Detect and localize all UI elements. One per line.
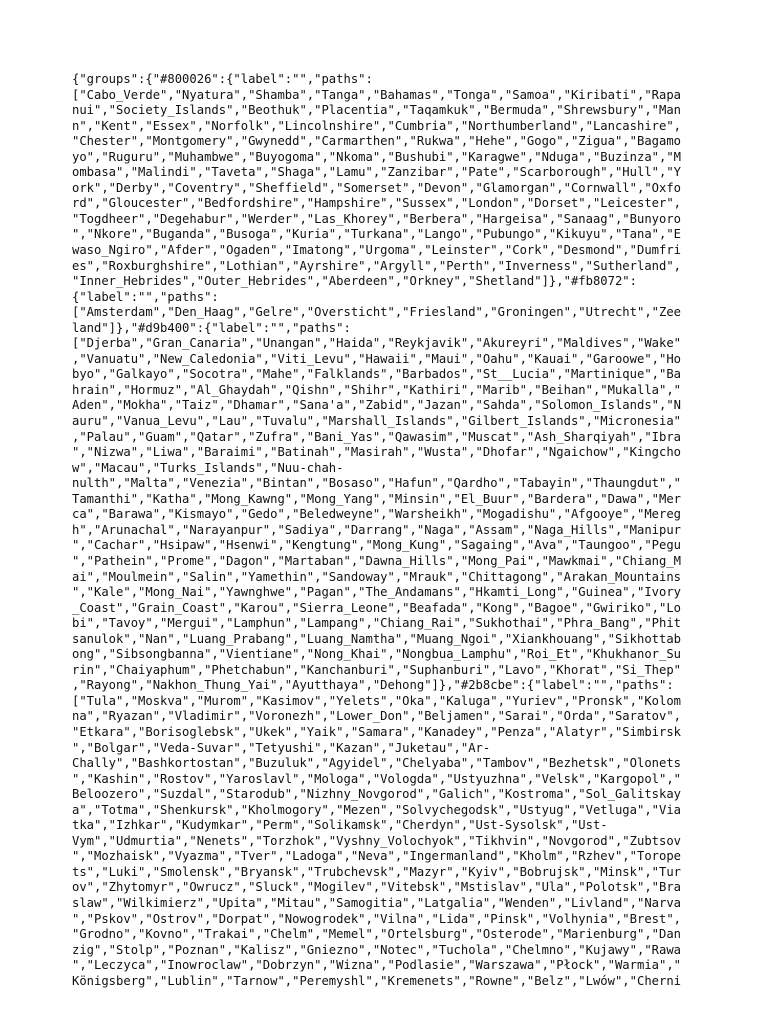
text-line: rin","Chaiyaphum","Phetchabun","Kanchanburi","Suphanburi","Lavo","Khorat","Si_Thep"	[72, 662, 682, 677]
text-line: hrain","Hormuz","Al_Ghaydah","Qishn","Shihr","Kathiri","Marib","Beihan","Mukalla","	[72, 382, 682, 397]
text-line: "Etkara","Borisoglebsk","Ukek","Yaik","Samara","Kanadey","Penza","Alatyr","Simbirsk	[72, 724, 682, 739]
text-line: {"label":"","paths":	[72, 289, 219, 304]
text-line: bi","Tavoy","Mergui","Lamphun","Lampang","Chiang_Rai","Sukhothai","Phra_Bang","Phit	[72, 616, 682, 631]
text-line: byo","Galkayo","Socotra","Mahe","Falklands","Barbados","St__Lucia","Martinique","Ba	[72, 367, 682, 382]
text-line: zig","Stolp","Poznan","Kalisz","Gniezno","Notec","Tuchola","Chelmno","Kujawy","Rawa	[72, 942, 682, 957]
text-line: ai","Moulmein","Salin","Yamethin","Sandoway","Mrauk","Chittagong","Arakan_Mountains	[72, 569, 682, 584]
text-line: ","Nizwa","Liwa","Baraimi","Batinah","Masirah","Wusta","Dhofar","Ngaichow","Kingcho	[72, 445, 682, 460]
text-line: ","Pathein","Prome","Dagon","Martaban","Dawna_Hills","Mong_Pai","Mawkmai","Chiang_M	[72, 553, 682, 568]
text-line: waso_Ngiro","Afder","Ogaden","Imatong","Urgoma","Leinster","Cork","Desmond","Dumfri	[72, 243, 682, 258]
text-line: ork","Derby","Coventry","Sheffield","Somerset","Devon","Glamorgan","Cornwall","Oxfo	[72, 180, 682, 195]
text-line: land"]},"#d9b400":{"label":"","paths":	[72, 320, 351, 335]
text-line: Tamanthi","Katha","Mong_Kawng","Mong_Yang","Minsin","El_Buur","Bardera","Dawa","Mer	[72, 491, 682, 506]
text-line: ","Nkore","Buganda","Busoga","Kuria","Turkana","Lango","Pubungo","Kikuyu","Tana","E	[72, 227, 682, 242]
text-line: ["Amsterdam","Den_Haag","Gelre","Oversticht","Friesland","Groningen","Utrecht","Zee	[72, 305, 682, 320]
text-line: nulth","Malta","Venezia","Bintan","Bosaso","Hafun","Qardho","Tabayin","Thaungdut","	[72, 476, 682, 491]
text-line: sanulok","Nan","Luang_Prabang","Luang_Namtha","Muang_Ngoi","Xiankhouang","Sikhottab	[72, 631, 682, 646]
text-line: n","Kent","Essex","Norfolk","Lincolnshire","Cumbria","Northumberland","Lancashire",	[72, 118, 682, 133]
text-line: ca","Barawa","Kismayo","Gedo","Beledweyne","Warsheikh","Mogadishu","Afgooye","Mereg	[72, 507, 682, 522]
text-line: ,"Rayong","Nakhon_Thung_Yai","Ayutthaya","Dehong"]},"#2b8cbe":{"label":"","paths":	[72, 678, 674, 693]
text-line: slaw","Wilkimierz","Upita","Mitau","Samogitia","Latgalia","Wenden","Livland","Narva	[72, 895, 682, 910]
text-line: ombasa","Malindi","Taveta","Shaga","Lamu","Zanzibar","Pate","Scarborough","Hull","Y	[72, 165, 682, 180]
text-line: "Grodno","Kovno","Trakai","Chelm","Memel","Ortelsburg","Osterode","Marienburg","Dan	[72, 927, 682, 942]
text-line: auru","Vanua_Levu","Lau","Tuvalu","Marshall_Islands","Gilbert_Islands","Micronesia"	[72, 414, 682, 429]
text-line: ","Pskov","Ostrov","Dorpat","Nowogrodek","Vilna","Lida","Pinsk","Volhynia","Brest",	[72, 911, 682, 926]
text-line: es","Roxburghshire","Lothian","Ayrshire","Argyll","Perth","Inverness","Sutherland",	[72, 258, 682, 273]
text-line: ","Kashin","Rostov","Yaroslavl","Mologa","Vologda","Ustyuzhna","Velsk","Kargopol","	[72, 771, 682, 786]
text-line: _Coast","Grain_Coast","Karou","Sierra_Leone","Beafada","Kong","Bagoe","Gwiriko","Lo	[72, 600, 682, 615]
text-line: rd","Gloucester","Bedfordshire","Hampshire","Sussex","London","Dorset","Leicester",	[72, 196, 682, 211]
text-line: ","Leczyca","Inowroclaw","Dobrzyn","Wizna","Podlasie","Warszawa","Płock","Warmia","	[72, 958, 682, 973]
text-line: ov","Zhytomyr","Owrucz","Sluck","Mogilev","Vitebsk","Mstislav","Ula","Polotsk","Bra	[72, 880, 682, 895]
text-line: "Inner_Hebrides","Outer_Hebrides","Aberdeen","Orkney","Shetland"]},"#fb8072":	[72, 274, 637, 289]
text-line: ts","Luki","Smolensk","Bryansk","Trubchevsk","Mazyr","Kyiv","Bobrujsk","Minsk","Tur	[72, 864, 682, 879]
text-line: Aden","Mokha","Taiz","Dhamar","Sana'a","Zabid","Jazan","Sahda","Solomon_Islands","N	[72, 398, 682, 413]
text-line: ,"Vanuatu","New_Caledonia","Viti_Levu","Hawaii","Maui","Oahu","Kauai","Garoowe","Ho	[72, 351, 682, 366]
text-line: h","Arunachal","Narayanpur","Sadiya","Darrang","Naga","Assam","Naga_Hills","Manipur	[72, 522, 682, 537]
text-line: "Togdheer","Degehabur","Werder","Las_Khorey","Berbera","Hargeisa","Sanaag","Bunyoro	[72, 211, 682, 226]
text-line: na","Ryazan","Vladimir","Voronezh","Lower_Don","Beljamen","Sarai","Orda","Saratov",	[72, 709, 682, 724]
text-line: ["Djerba","Gran_Canaria","Unangan","Haida","Reykjavik","Akureyri","Maldives","Wake"	[72, 336, 682, 351]
text-line: ,"Palau","Guam","Qatar","Zufra","Bani_Yas","Qawasim","Muscat","Ash_Sharqiyah","Ibra	[72, 429, 682, 444]
text-line: ","Bolgar","Veda-Suvar","Tetyushi","Kazan","Juketau","Ar-	[72, 740, 491, 755]
text-line: ","Cachar","Hsipaw","Hsenwi","Kengtung","Mong_Kung","Sagaing","Ava","Taungoo","Pegu	[72, 538, 682, 553]
text-line: ["Tula","Moskva","Murom","Kasimov","Yelets","Oka","Kaluga","Yuriev","Pronsk","Kolom	[72, 693, 682, 708]
text-line: Beloozero","Suzdal","Starodub","Nizhny_Novgorod","Galich","Kostroma","Sol_Galitskay	[72, 787, 682, 802]
text-line: yo","Ruguru","Muhambwe","Buyogoma","Nkoma","Bushubi","Karagwe","Nduga","Buzinza","M	[72, 149, 682, 164]
text-line: Chally","Bashkortostan","Buzuluk","Agyidel","Chelyaba","Tambov","Bezhetsk","Olonets	[72, 756, 682, 771]
text-line: nui","Society_Islands","Beothuk","Placentia","Taqamkuk","Bermuda","Shrewsbury","Man	[72, 103, 682, 118]
text-line: ong","Sibsongbanna","Vientiane","Nong_Khai","Nongbua_Lamphu","Roi_Et","Khukhanor_Su	[72, 647, 682, 662]
text-line: {"groups":{"#800026":{"label":"","paths":	[72, 72, 373, 86]
text-line: w","Macau","Turks_Islands","Nuu-chah-	[72, 460, 344, 475]
text-line: Königsberg","Lublin","Tarnow","Peremyshl","Kremenets","Rowne","Belz","Lwów","Cherni	[72, 973, 682, 988]
text-line: a","Totma","Shenkursk","Kholmogory","Mezen","Solvychegodsk","Ustyug","Vetluga","Via	[72, 802, 682, 817]
text-line: Vym","Udmurtia","Nenets","Torzhok","Vyshny_Volochyok","Tikhvin","Novgorod","Zubtsov	[72, 833, 682, 848]
text-line: ["Cabo_Verde","Nyatura","Shamba","Tanga","Bahamas","Tonga","Samoa","Kiribati","Rapa	[72, 87, 682, 102]
text-line: "Chester","Montgomery","Gwynedd","Carmarthen","Rukwa","Hehe","Gogo","Zigua","Bagamo	[72, 134, 682, 149]
text-line: tka","Izhkar","Kudymkar","Perm","Solikamsk","Cherdyn","Ust-Sysolsk","Ust-	[72, 818, 608, 833]
text-line: ","Kale","Mong_Nai","Yawnghwe","Pagan","The_Andamans","Hkamti_Long","Guinea","Ivory	[72, 585, 682, 600]
text-line: ","Mozhaisk","Vyazma","Tver","Ladoga","Neva","Ingermanland","Kholm","Rzhev","Torope	[72, 849, 682, 864]
json-text-block	[72, 72, 698, 989]
